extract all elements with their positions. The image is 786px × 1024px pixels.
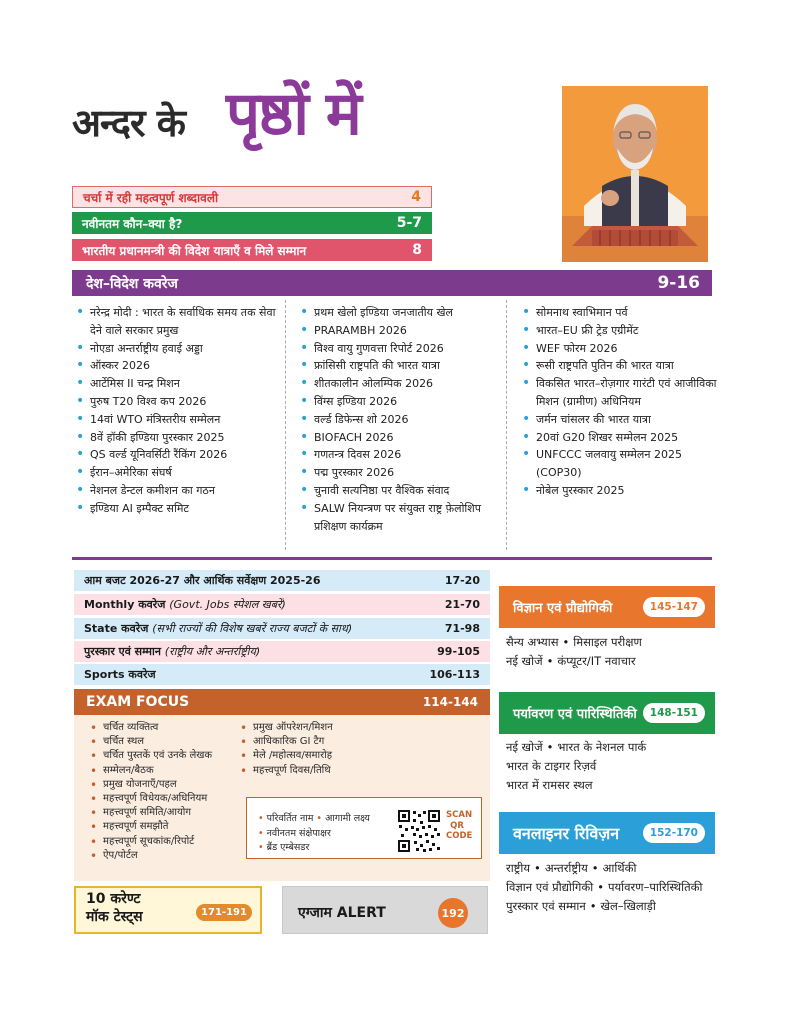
row-label: Monthly कवरेज xyxy=(84,598,166,611)
row-who-is-what[interactable] xyxy=(72,212,432,234)
qr-code-icon[interactable] xyxy=(396,808,442,854)
list-item: • शीतकालीन ओलम्पिक 2026 xyxy=(300,375,500,393)
row-page: 106-113 xyxy=(429,668,480,681)
list-item: • जर्मन चांसलर की भारत यात्रा xyxy=(522,411,718,429)
list-item: • 14वां WTO मंत्रिस्तरीय सम्मेलन xyxy=(76,411,276,429)
list-item: • महत्त्वपूर्ण समझौते xyxy=(90,820,250,834)
list-item: • फ्रांसिसी राष्ट्रपति की भारत यात्रा xyxy=(300,357,500,375)
row-note: (Govt. Jobs स्पेशल खबरें) xyxy=(169,598,286,611)
environment-topics: नई खोजें • भारत के नेशनल पार्क भारत के टाइगर रिज़र्व भारत में रामसर स्थल xyxy=(506,740,647,792)
scan-item: परिवर्तित नाम xyxy=(266,813,314,824)
scan-item: आगामी लक्ष्य xyxy=(325,813,370,824)
list-item: • सम्मेलन/बैठक xyxy=(90,764,250,778)
scan-item: ब्रैंड एम्बेसडर xyxy=(266,842,310,853)
section-divider xyxy=(72,557,712,560)
environment-header[interactable] xyxy=(499,692,715,734)
list-item: • महत्त्वपूर्ण समिति/आयोग xyxy=(90,806,250,820)
row-page: 5-7 xyxy=(396,215,422,231)
list-item: • मेले /महोत्सव/समारोह xyxy=(240,749,420,763)
row-state-coverage[interactable] xyxy=(74,618,490,639)
list-item: • महत्त्वपूर्ण विधेयक/अधिनियम xyxy=(90,792,250,806)
list-item: • विंग्स इण्डिया 2026 xyxy=(300,393,500,411)
list-item: • प्रमुख योजनाएँ/पहल xyxy=(90,778,250,792)
portrait-illustration xyxy=(562,86,708,262)
row-label: नवीनतम कौन–क्या है? xyxy=(82,216,183,231)
list-item: • SALW नियन्त्रण पर संयुक्त राष्ट्र फ़ेलोशिप प्रशिक्षण कार्यक्रम xyxy=(300,500,500,536)
section-title: EXAM FOCUS xyxy=(86,694,190,710)
list-item: • आर्टेमिस II चन्द्र मिशन xyxy=(76,375,276,393)
list-item: • QS वर्ल्ड यूनिवर्सिटी रैंकिंग 2026 xyxy=(76,446,276,464)
row-label: State कवरेज xyxy=(84,622,149,635)
row-note: (राष्ट्रीय और अन्तर्राष्ट्रीय) xyxy=(164,645,261,658)
list-item: • नरेन्द्र मोदी : भारत के सर्वाधिक समय तक सेवा देने वाले सरकार प्रमुख xyxy=(76,304,276,340)
list-item: • गणतन्त्र दिवस 2026 xyxy=(300,446,500,464)
row-terminology[interactable] xyxy=(72,186,432,208)
section-title: वनलाइनर रिविज़न xyxy=(513,824,620,843)
list-item: • महत्त्वपूर्ण सूचकांक/रिपोर्ट xyxy=(90,835,250,849)
list-item: • वर्ल्ड डिफेन्स शो 2026 xyxy=(300,411,500,429)
scan-item: नवीनतम संक्षेपाक्षर xyxy=(266,827,331,839)
science-tech-topics: सैन्य अभ्यास • मिसाइल परीक्षण नई खोजें • कंप्यूटर/IT नवाचार xyxy=(506,635,642,668)
row-page: 4 xyxy=(411,189,421,205)
page-title: पृष्ठों में xyxy=(226,79,360,149)
scan-items: • परिवर्तित नाम • आगामी लक्ष्य • नवीनतम संक्षेपाक्षर • ब्रैंड एम्बेसडर xyxy=(258,813,370,853)
row-page: 21-70 xyxy=(444,598,480,611)
list-item: • 20वां G20 शिखर सम्मेलन 2025 xyxy=(522,429,718,447)
list-item: • चर्चित पुस्तकें एवं उनके लेखक xyxy=(90,749,250,763)
desh-videsh-col1 xyxy=(76,304,276,518)
list-item: • विश्व वायु गुणवत्ता रिपोर्ट 2026 xyxy=(300,340,500,358)
row-sports[interactable] xyxy=(74,664,490,685)
desh-videsh-header[interactable] xyxy=(72,270,712,296)
scan-qr-label: SCAN QR CODE xyxy=(446,810,473,841)
list-item: • चर्चित व्यक्तित्व xyxy=(90,721,250,735)
list-item: • इण्डिया AI इम्पैक्ट समिट xyxy=(76,500,276,518)
list-item: • विकसित भारत–रोज़गार गारंटी एवं आजीविका मिशन (ग्रामीण) अधिनियम xyxy=(522,375,718,411)
list-item: • पुरुष T20 विश्व कप 2026 xyxy=(76,393,276,411)
row-label: आम बजट 2026-27 और आर्थिक सर्वेक्षण 2025-26 xyxy=(84,574,321,587)
oneliner-header[interactable] xyxy=(499,812,715,854)
row-label: चर्चा में रही महत्वपूर्ण शब्दावली xyxy=(83,190,219,205)
list-item: • प्रमुख ऑपरेशन/मिशन xyxy=(240,721,420,735)
section-pages: 148-151 xyxy=(643,703,705,723)
exam-focus-header[interactable] xyxy=(74,689,490,715)
list-item: • रूसी राष्ट्रपति पुतिन की भारत यात्रा xyxy=(522,357,718,375)
list-item: • चुनावी सत्यनिष्ठा पर वैश्विक संवाद xyxy=(300,482,500,500)
mock-tests-label: 10 करेण्ट मॉक टेस्ट्स xyxy=(86,891,143,925)
row-page: 99-105 xyxy=(437,645,480,658)
list-item: • सोमनाथ स्वाभिमान पर्व xyxy=(522,304,718,322)
section-title: देश–विदेश कवरेज xyxy=(86,275,178,292)
cover-photo xyxy=(562,86,708,262)
list-item: • WEF फोरम 2026 xyxy=(522,340,718,358)
list-item: • महत्त्वपूर्ण दिवस/तिथि xyxy=(240,764,420,778)
list-item: • प्रथम खेलो इण्डिया जनजातीय खेल xyxy=(300,304,500,322)
science-tech-header[interactable] xyxy=(499,586,715,628)
column-divider xyxy=(285,300,286,550)
desh-videsh-col3 xyxy=(522,304,718,500)
list-item: • पद्म पुरस्कार 2026 xyxy=(300,464,500,482)
list-item: • ऑस्कर 2026 xyxy=(76,357,276,375)
row-label: भारतीय प्रधानमन्त्री की विदेश यात्राएँ व मिले सम्मान xyxy=(82,243,307,258)
row-awards[interactable] xyxy=(74,641,490,662)
section-pages: 145-147 xyxy=(643,597,705,617)
list-item: • नेशनल डेन्टल कमीशन का गठन xyxy=(76,482,276,500)
exam-focus-list-right xyxy=(240,721,420,778)
row-page: 8 xyxy=(412,242,422,258)
list-item: • UNFCCC जलवायु सम्मेलन 2025 (COP30) xyxy=(522,446,718,482)
list-item: • नोएडा अन्तर्राष्ट्रीय हवाई अड्डा xyxy=(76,340,276,358)
oneliner-topics: राष्ट्रीय • अन्तर्राष्ट्रीय • आर्थिकी विज्ञान एवं प्रौद्योगिकी • पर्यावरण–पारिस्थितिकी पुरस्कार एवं सम्मान • खेल–खिलाड़ी xyxy=(506,861,703,913)
row-label: पुरस्कार एवं सम्मान xyxy=(84,645,161,658)
exam-alert-page: 192 xyxy=(438,898,468,928)
list-item: • 8वें हॉकी इण्डिया पुरस्कार 2025 xyxy=(76,429,276,447)
list-item: • आधिकारिक GI टैग xyxy=(240,735,420,749)
section-pages: 9-16 xyxy=(657,273,700,293)
exam-alert-label: एग्जाम ALERT xyxy=(298,905,386,921)
section-title: विज्ञान एवं प्रौद्योगिकी xyxy=(513,601,613,616)
list-item: • ऐप/पोर्टल xyxy=(90,849,250,863)
list-item: • ईरान–अमेरिका संघर्ष xyxy=(76,464,276,482)
list-item: • नोबेल पुरस्कार 2025 xyxy=(522,482,718,500)
row-page: 17-20 xyxy=(444,574,480,587)
page-title-prefix: अन्दर के xyxy=(72,100,185,145)
row-pm-visits[interactable] xyxy=(72,239,432,261)
section-pages: 114-144 xyxy=(422,695,478,709)
mock-tests-pages: 171-191 xyxy=(196,904,252,921)
desh-videsh-col2 xyxy=(300,304,500,535)
list-item: • PRARAMBH 2026 xyxy=(300,322,500,340)
row-label: Sports कवरेज xyxy=(84,668,156,681)
section-pages: 152-170 xyxy=(643,823,705,843)
list-item: • चर्चित स्थल xyxy=(90,735,250,749)
list-item: • भारत–EU फ्री ट्रेड एग्रीमेंट xyxy=(522,322,718,340)
column-divider xyxy=(506,300,507,550)
row-page: 71-98 xyxy=(444,622,480,635)
row-budget[interactable] xyxy=(74,570,490,591)
row-monthly-coverage[interactable] xyxy=(74,594,490,615)
list-item: • BIOFACH 2026 xyxy=(300,429,500,447)
section-title: पर्यावरण एवं पारिस्थितिकी xyxy=(513,707,637,722)
exam-focus-list-left xyxy=(90,721,250,863)
row-note: (सभी राज्यों की विशेष खबरें राज्य बजटों के साथ) xyxy=(152,622,353,635)
